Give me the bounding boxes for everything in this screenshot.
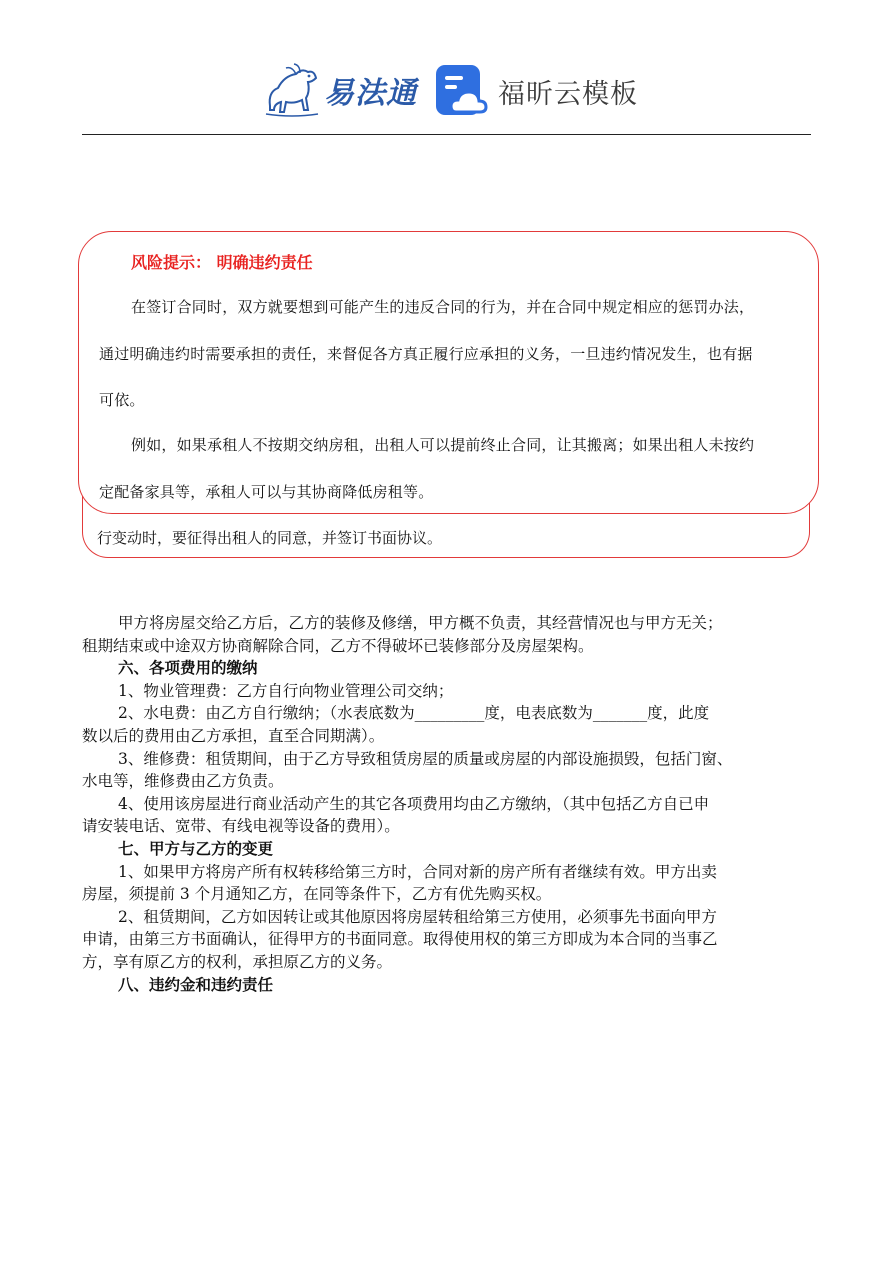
- paragraph-line: 甲方将房屋交给乙方后，乙方的装修及修缮，甲方概不负责，其经营情况也与甲方无关；: [118, 614, 723, 632]
- risk-line: 例如，如果承租人不按期交纳房租，出租人可以提前终止合同，让其搬离；如果出租人未按约: [131, 436, 755, 454]
- page-header: [0, 0, 893, 136]
- risk-title: 风险提示： 明确违约责任: [131, 253, 313, 272]
- risk-warning-box: [78, 231, 819, 514]
- risk-line: 在签订合同时，双方就要想到可能产生的违反合同的行为，并在合同中规定相应的惩罚办法，: [131, 298, 755, 316]
- paragraph-line: 方，享有原乙方的权利，承担原乙方的义务。: [82, 952, 393, 971]
- risk-line: 定配备家具等，承租人可以与其协商降低房租等。: [99, 483, 434, 501]
- paragraph-line: 3、维修费：租赁期间，由于乙方导致租赁房屋的质量或房屋的内部设施损毁，包括门窗、: [118, 749, 733, 768]
- horse-logo-icon: [262, 62, 322, 118]
- paragraph-line: 请安装电话、宽带、有线电视等设备的费用）。: [82, 817, 400, 836]
- risk-line: 通过明确违约时需要承担的责任，来督促各方真正履行应承担的义务，一旦违约情况发生，也有据: [99, 345, 753, 363]
- section-heading-6: 六、各项费用的缴纳: [118, 658, 258, 678]
- paragraph-line: 4、使用该房屋进行商业活动产生的其它各项费用均由乙方缴纳，（其中包括乙方自已申: [118, 794, 710, 813]
- section-heading-7: 七、甲方与乙方的变更: [118, 838, 274, 858]
- risk-line: 可依。: [99, 391, 145, 409]
- paragraph-line: 水电等，维修费由乙方负责。: [82, 772, 284, 791]
- paragraph-line: 租期结束或中途双方协商解除合同，乙方不得破坏已装修部分及房屋架构。: [82, 636, 594, 655]
- yifatong-brand: [262, 62, 417, 118]
- brand-left-name: 易法通: [324, 76, 417, 111]
- header-divider: [82, 134, 811, 135]
- paragraph-line: 1、物业管理费：乙方自行向物业管理公司交纳；: [118, 681, 454, 700]
- paragraph-line: 1、如果甲方将房产所有权转移给第三方时，合同对新的房产所有者继续有效。甲方出卖: [118, 862, 717, 881]
- paragraph-line: 申请，由第三方书面确认，征得甲方的书面同意。取得使用权的第三方即成为本合同的当事乙: [82, 930, 718, 949]
- risk-tail-text: 行变动时，要征得出租人的同意，并签订书面协议。: [97, 529, 443, 547]
- paragraph-line: 2、租赁期间，乙方如因转让或其他原因将房屋转租给第三方使用，必须事先书面向甲方: [118, 907, 717, 926]
- paragraph-line: 数以后的费用由乙方承担，直至合同期满）。: [82, 726, 385, 745]
- paragraph-line: 2、水电费：由乙方自行缴纳；（水表底数为_________度，电表底数为_______度，此度: [118, 704, 710, 723]
- cloud-document-icon: [436, 65, 488, 117]
- contract-body: [82, 612, 822, 996]
- brand-right-name: 福昕云模板: [498, 78, 638, 110]
- foxit-cloud-brand: [436, 64, 638, 118]
- section-heading-8: 八、违约金和违约责任: [118, 974, 274, 994]
- paragraph-line: 房屋，须提前 3 个月通知乙方，在同等条件下，乙方有优先购买权。: [82, 885, 552, 904]
